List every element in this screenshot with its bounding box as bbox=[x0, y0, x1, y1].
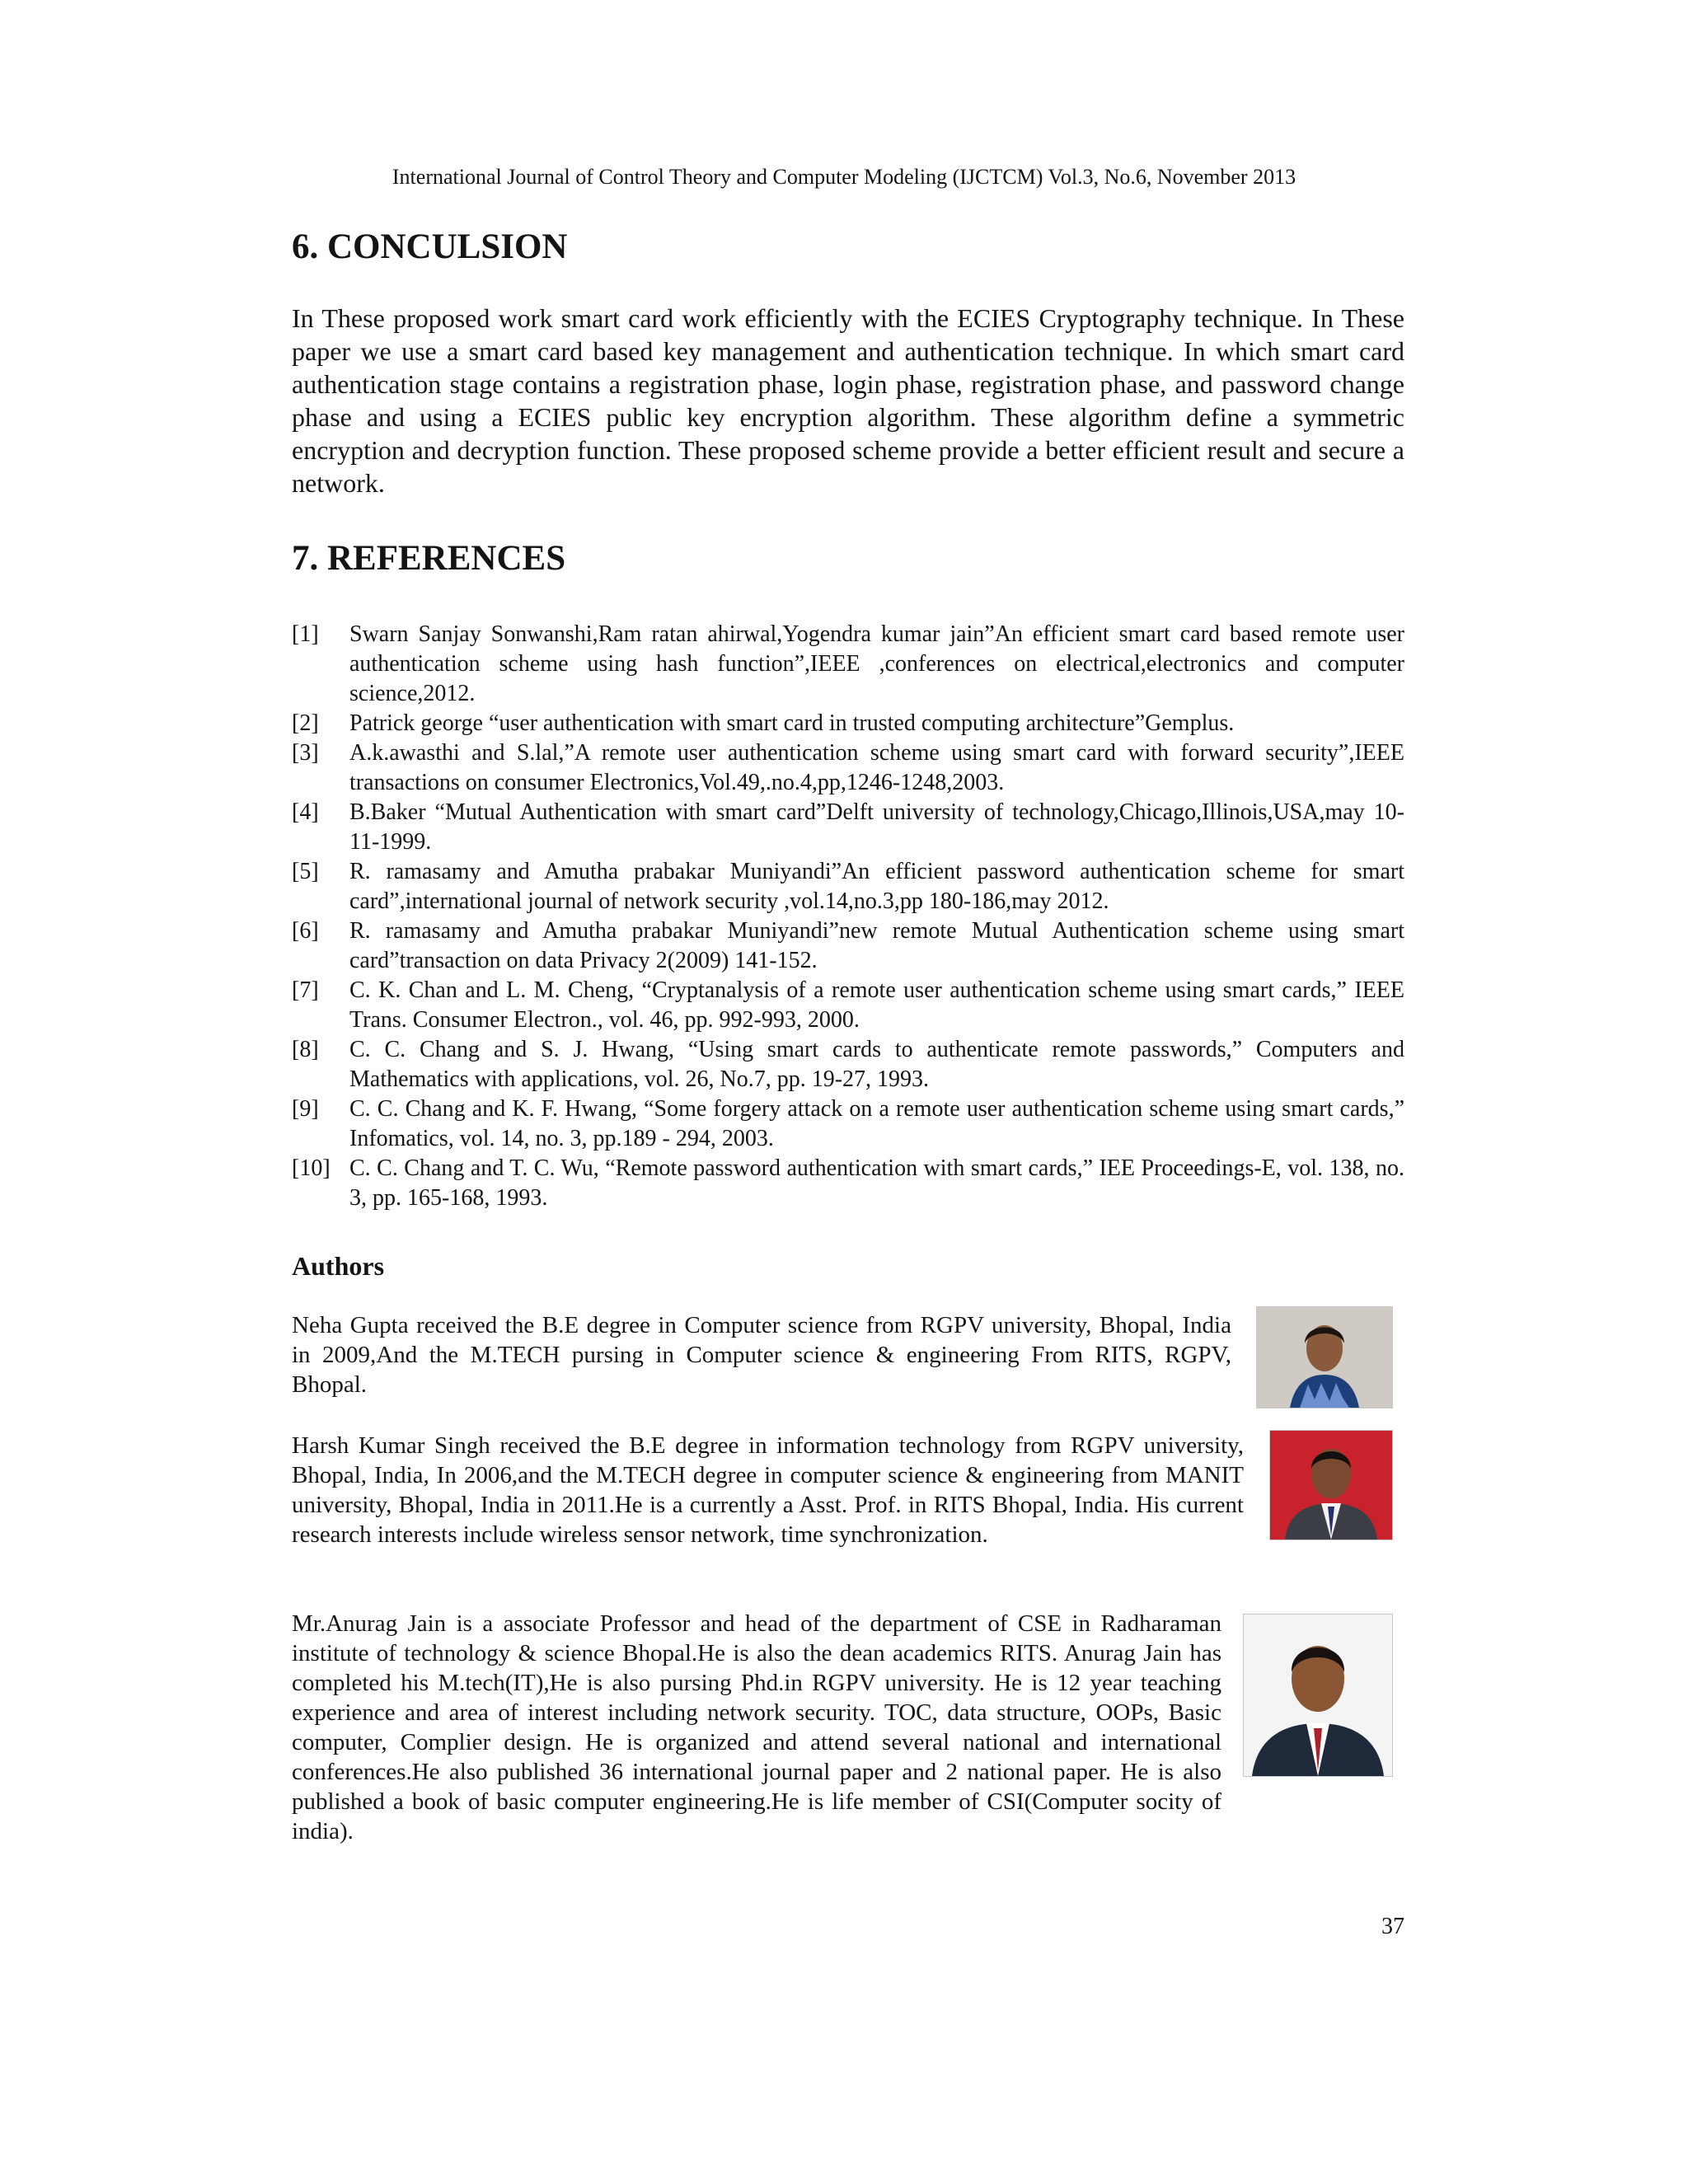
author-bio-neha-gupta: Neha Gupta received the B.E degree in Computer science from RGPV university, Bhopal, India in 2009,And the M.TECH pursing in Computer science & engineering From RITS, RGPV, Bhopal. bbox=[292, 1312, 1231, 1398]
reference-item bbox=[292, 709, 1404, 738]
reference-item bbox=[292, 738, 1404, 798]
author-bio-harsh-kumar-singh: Harsh Kumar Singh received the B.E degree in information technology from RGPV university, Bhopal, India, In 2006,and the M.TECH degree in computer science & engineering from MANIT university, Bhopal, India in 2011.He is a currently a Asst. Prof. in RITS Bhopal, India. His current research interests include wireless sensor network, time synchronization. bbox=[292, 1432, 1244, 1548]
reference-text: Swarn Sanjay Sonwanshi,Ram ratan ahirwal,Yogendra kumar jain”An efficient smart card based remote user authentication scheme using hash function”,IEEE ,conferences on electrical,electronics and computer science,2012. bbox=[349, 621, 1404, 706]
author-photo-neha-gupta bbox=[1256, 1306, 1393, 1408]
reference-item bbox=[292, 1154, 1404, 1213]
reference-item bbox=[292, 1035, 1404, 1094]
authors-heading: Authors bbox=[292, 1251, 385, 1281]
reference-text: C. C. Chang and T. C. Wu, “Remote password authentication with smart cards,” IEE Proceedings-E, vol. 138, no. 3, pp. 165-168, 1993. bbox=[349, 1155, 1404, 1211]
reference-text: B.Baker “Mutual Authentication with smart card”Delft university of technology,Chicago,Illinois,USA,may 10-11-1999. bbox=[349, 799, 1404, 855]
reference-item bbox=[292, 857, 1404, 916]
author-bio-anurag-jain: Mr.Anurag Jain is a associate Professor and head of the department of CSE in Radharaman institute of technology & science Bhopal.He is also the dean academics RITS. Anurag Jain has completed his M.tech(IT),He is also pursing Phd.in RGPV university. He is 12 year teaching experience and area of interest including network security. TOC, data structure, OOPs, Basic computer, Complier design. He is organized and attend several national and international conferences.He also published 36 international journal paper and 2 national paper. He is also published a book of basic computer engineering.He is life member of CSI(Computer socity of india). bbox=[292, 1610, 1221, 1844]
reference-number: [7] bbox=[292, 977, 319, 1003]
reference-text: A.k.awasthi and S.lal,”A remote user authentication scheme using smart card with forward security”,IEEE transactions on consumer Electronics,Vol.49,.no.4,pp,1246-1248,2003. bbox=[349, 740, 1404, 795]
reference-item bbox=[292, 916, 1404, 976]
reference-item bbox=[292, 620, 1404, 709]
reference-text: C. C. Chang and K. F. Hwang, “Some forgery attack on a remote user authentication scheme using smart cards,” Infomatics, vol. 14, no. 3, pp.189 - 294, 2003. bbox=[349, 1096, 1404, 1151]
author-photo-harsh-kumar-singh bbox=[1269, 1430, 1393, 1540]
reference-list bbox=[292, 620, 1404, 1213]
portrait-image bbox=[1270, 1431, 1392, 1540]
reference-text: C. K. Chan and L. M. Cheng, “Cryptanalysis of a remote user authentication scheme using smart cards,” IEEE Trans. Consumer Electron., vol. 46, pp. 992-993, 2000. bbox=[349, 977, 1404, 1033]
reference-text: R. ramasamy and Amutha prabakar Muniyandi”An efficient password authentication scheme for smart card”,international journal of network security ,vol.14,no.3,pp 180-186,may 2012. bbox=[349, 859, 1404, 914]
author-photo-anurag-jain bbox=[1243, 1614, 1393, 1777]
reference-text: C. C. Chang and S. J. Hwang, “Using smart cards to authenticate remote passwords,” Computers and Mathematics with applications, vol. 26, No.7, pp. 19-27, 1993. bbox=[349, 1037, 1404, 1092]
portrait-image bbox=[1257, 1307, 1392, 1408]
reference-number: [9] bbox=[292, 1096, 319, 1122]
reference-number: [3] bbox=[292, 740, 319, 766]
reference-number: [5] bbox=[292, 859, 319, 884]
reference-item bbox=[292, 976, 1404, 1035]
reference-item bbox=[292, 798, 1404, 857]
reference-number: [8] bbox=[292, 1037, 319, 1062]
reference-text: R. ramasamy and Amutha prabakar Muniyandi”new remote Mutual Authentication scheme using smart card”transaction on data Privacy 2(2009) 141-152. bbox=[349, 918, 1404, 973]
reference-number: [10] bbox=[292, 1155, 331, 1181]
reference-number: [1] bbox=[292, 621, 319, 647]
reference-text: Patrick george “user authentication with smart card in trusted computing architecture”Gemplus. bbox=[349, 710, 1235, 736]
reference-number: [6] bbox=[292, 918, 319, 944]
conclusion-paragraph: In These proposed work smart card work efficiently with the ECIES Cryptography technique. In These paper we use a smart card based key management and authentication technique. In which smart card authentication stage contains a registration phase, login phase, registration phase, and password change phase and using a ECIES public key encryption algorithm. These algorithm define a symmetric encryption and decryption function. These proposed scheme provide a better efficient result and secure a network. bbox=[292, 303, 1404, 498]
references-heading: 7. REFERENCES bbox=[292, 539, 566, 578]
running-header: International Journal of Control Theory and Computer Modeling (IJCTCM) Vol.3, No.6, November 2013 bbox=[392, 165, 1296, 189]
reference-item bbox=[292, 1094, 1404, 1154]
page-number: 37 bbox=[1381, 1914, 1404, 1939]
conclusion-heading: 6. CONCULSION bbox=[292, 227, 568, 266]
reference-number: [4] bbox=[292, 799, 319, 825]
portrait-image bbox=[1244, 1615, 1392, 1776]
reference-number: [2] bbox=[292, 710, 319, 736]
